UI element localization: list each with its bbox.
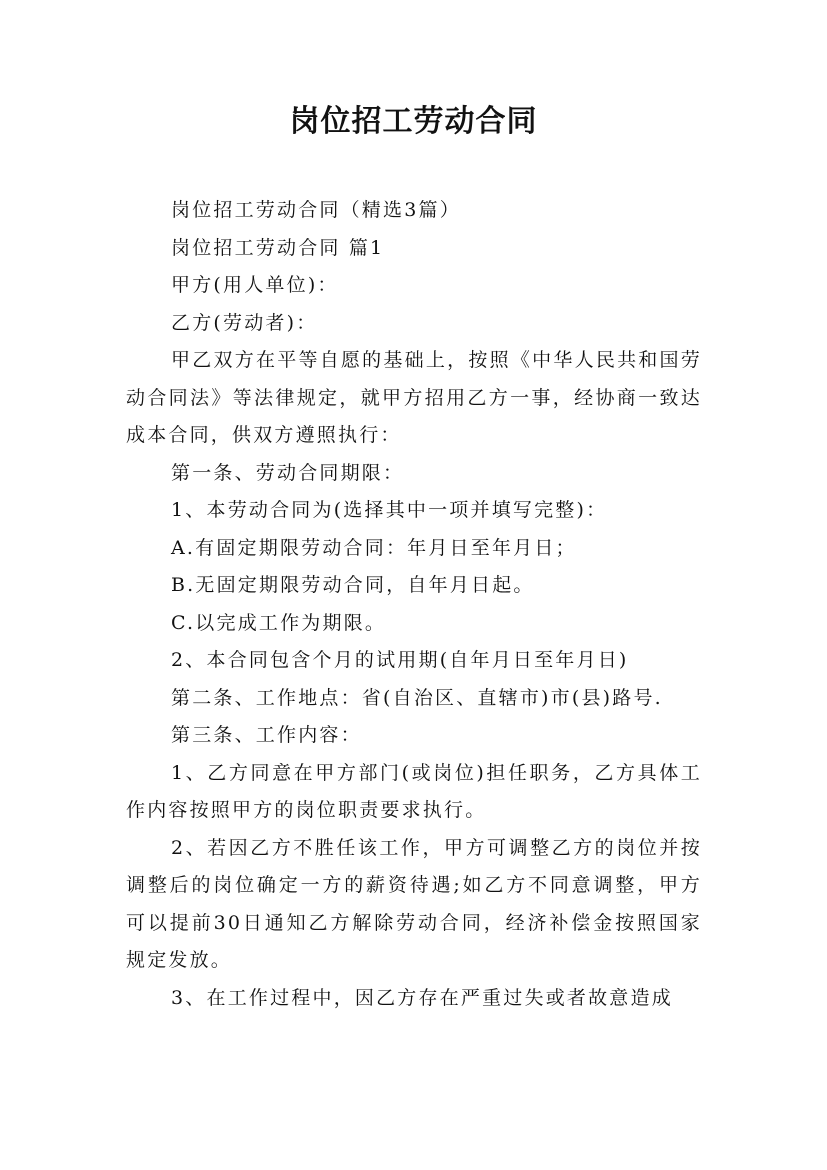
document-title: 岗位招工劳动合同 bbox=[289, 104, 538, 139]
article-1-option-b: B.无固定期限劳动合同，自年月日起。 bbox=[171, 574, 535, 596]
article-3-heading: 第三条、工作内容： bbox=[171, 724, 362, 746]
article-3-item-2: 2、若因乙方不胜任该工作，甲方可调整乙方的岗位并按调整后的岗位确定一方的薪资待遇;如乙方不同意调整，甲方可以提前30日通知乙方解除劳动合同，经济补偿金按照国家规定发放。 bbox=[126, 836, 702, 971]
party-b-line: 乙方(劳动者)： bbox=[171, 311, 318, 334]
preamble-paragraph: 甲乙双方在平等自愿的基础上，按照《中华人民共和国劳动合同法》等法律规定，就甲方招用乙方一事，经协商一致达成本合同，供双方遵照执行： bbox=[126, 349, 702, 446]
document-body bbox=[126, 192, 702, 1017]
article-3-item-3: 3、在工作过程中，因乙方存在严重过失或者故意造成 bbox=[171, 986, 673, 1009]
article-1-item-1: 1、本劳动合同为(选择其中一项并填写完整)： bbox=[171, 499, 608, 521]
article-2-paragraph: 第二条、工作地点：省(自治区、直辖市)市(县)路号. bbox=[171, 686, 663, 709]
article-3-item-1: 1、乙方同意在甲方部门(或岗位)担任职务，乙方具体工作内容按照甲方的岗位职责要求执行。 bbox=[126, 761, 702, 821]
article-1-option-c: C.以完成工作为期限。 bbox=[171, 611, 387, 634]
article-1-heading: 第一条、劳动合同期限： bbox=[171, 461, 405, 484]
subtitle-paragraph: 岗位招工劳动合同（精选3篇） bbox=[171, 199, 461, 221]
article-1-option-a: A.有固定期限劳动合同：年月日至年月日； bbox=[171, 536, 577, 559]
section-heading: 岗位招工劳动合同 篇1 bbox=[171, 236, 385, 259]
party-a-line: 甲方(用人单位)： bbox=[171, 274, 339, 296]
article-1-item-2: 2、本合同包含个月的试用期(自年月日至年月日) bbox=[171, 649, 629, 671]
